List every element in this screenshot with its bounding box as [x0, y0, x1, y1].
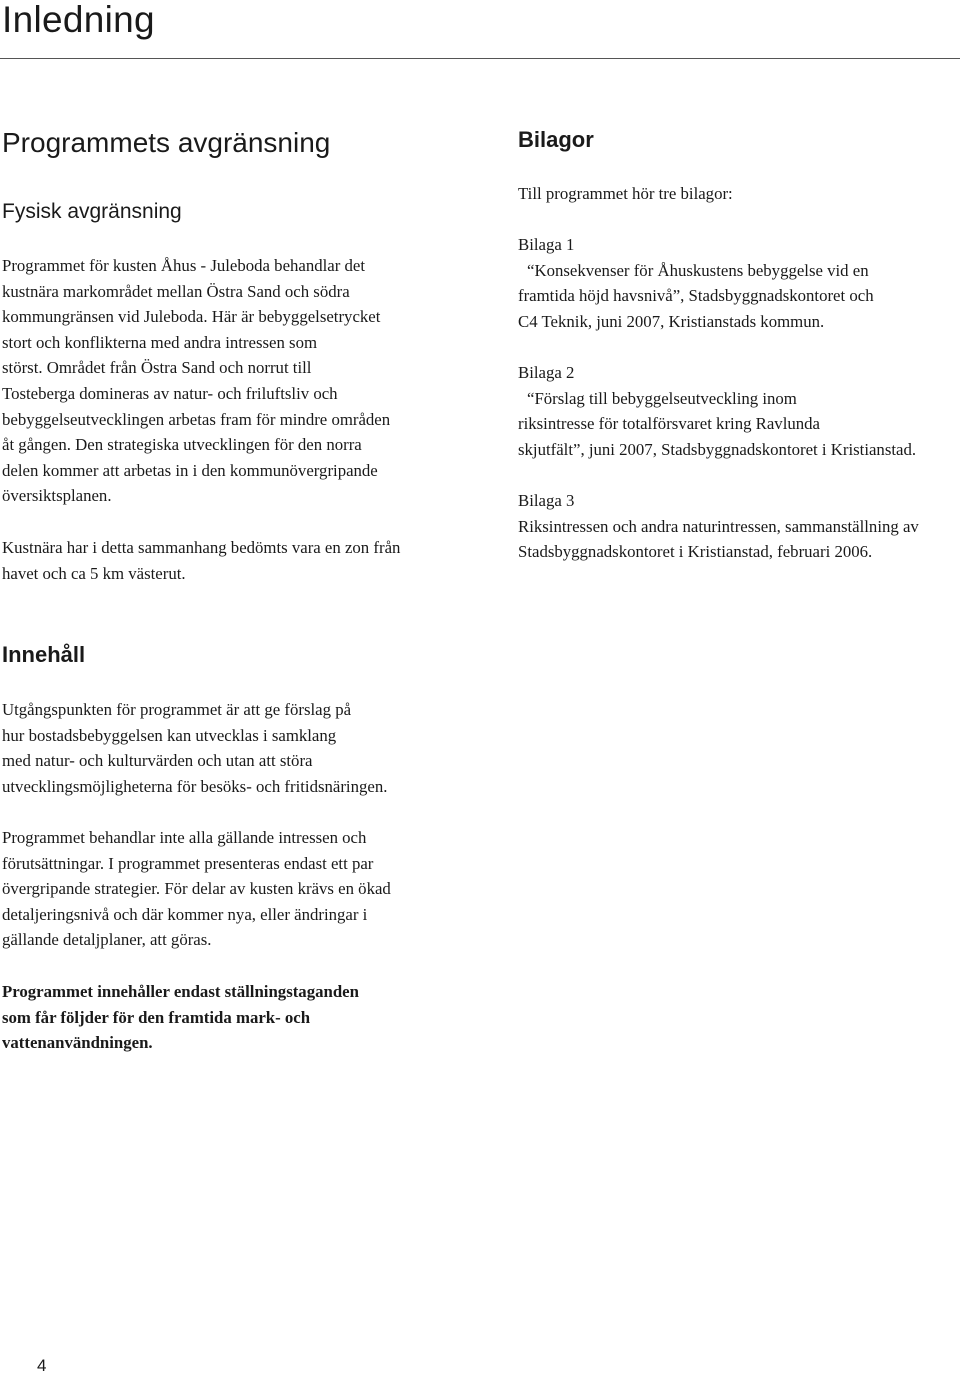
bilagor-intro — [518, 181, 958, 207]
bilaga-3 — [518, 488, 958, 565]
bilaga-line: Stadsbyggnadskontoret i Kristianstad, februari 2006. — [518, 542, 873, 562]
text-line: Programmet behandlar inte alla gällande intressen och — [2, 828, 367, 847]
bilaga-line: “Konsekvenser för Åhuskustens bebyggelse vid en — [527, 260, 869, 280]
text-line: gällande detaljplaner, att göras. — [2, 930, 212, 950]
bilaga-line: Riksintressen och andra naturintressen, sammanställning av — [518, 516, 919, 536]
bilaga-label: Bilaga 1 — [518, 235, 575, 254]
text-line: bebyggelseutvecklingen arbetas fram för mindre områden — [2, 409, 391, 429]
subheading-fysisk-avgransning: Fysisk avgränsning — [2, 200, 182, 223]
text-line: med natur- och kulturvärden och utan att störa — [2, 751, 313, 771]
bold-line: vattenanvändningen. — [2, 1033, 153, 1053]
section-heading-bilagor: Bilagor — [518, 127, 594, 152]
text-line: övergripande strategier. För delar av kusten krävs en ökad — [2, 879, 391, 899]
bilagor-intro-text: Till programmet hör tre bilagor: — [518, 184, 733, 203]
fysisk-paragraph-1 — [2, 253, 462, 509]
innehall-paragraph-2 — [2, 825, 462, 953]
bilaga-line: “Förslag till bebyggelseutveckling inom — [527, 388, 797, 408]
bilaga-line: riksintresse för totalförsvaret kring Ravlunda — [518, 414, 820, 434]
bilaga-2 — [518, 360, 958, 462]
section-heading-innehall: Innehåll — [2, 642, 86, 667]
bilaga-line: skjutfält”, juni 2007, Stadsbyggnadskontoret i Kristianstad. — [518, 439, 917, 459]
bilaga-line: C4 Teknik, juni 2007, Kristianstads kommun. — [518, 311, 825, 331]
title-divider — [0, 58, 960, 59]
innehall-bold-statement — [2, 979, 462, 1056]
text-line: Programmet för kusten Åhus - Juleboda behandlar det — [2, 256, 366, 275]
text-line: utvecklingsmöjligheterna för besöks- och fritidsnäringen. — [2, 776, 388, 796]
text-line: havet och ca 5 km västerut. — [2, 563, 186, 583]
text-line: hur bostadsbebyggelsen kan utvecklas i samklang — [2, 725, 337, 745]
text-line: översiktsplanen. — [2, 486, 112, 506]
fysisk-paragraph-2 — [2, 535, 462, 586]
text-line: detaljeringsnivå och där kommer nya, eller ändringar i — [2, 904, 368, 924]
innehall-paragraph-1 — [2, 697, 462, 799]
text-line: Tosteberga domineras av natur- och friluftsliv och — [2, 383, 338, 403]
bilaga-label: Bilaga 2 — [518, 363, 575, 382]
text-line: Utgångspunkten för programmet är att ge förslag på — [2, 700, 352, 719]
chapter-title: Inledning — [2, 0, 155, 40]
text-line: delen kommer att arbetas in i den kommunövergripande — [2, 460, 378, 480]
section-heading-programmets-avgransning: Programmets avgränsning — [2, 127, 331, 158]
text-line: Kustnära har i detta sammanhang bedömts vara en zon från — [2, 538, 401, 557]
text-line: kommungränsen vid Juleboda. Här är bebyggelsetrycket — [2, 307, 381, 327]
bilaga-line: framtida höjd havsnivå”, Stadsbyggnadskontoret och — [518, 286, 874, 306]
text-line: stort och konflikterna med andra intressen som — [2, 332, 318, 352]
bold-line: Programmet innehåller endast ställningstaganden — [2, 982, 359, 1001]
bilaga-1 — [518, 232, 958, 334]
page-number: 4 — [37, 1356, 47, 1375]
text-line: förutsättningar. I programmet presenteras endast ett par — [2, 853, 374, 873]
text-line: åt gången. Den strategiska utvecklingen för den norra — [2, 435, 362, 455]
bold-line: som får följder för den framtida mark- och — [2, 1007, 311, 1027]
text-line: störst. Området från Östra Sand och norrut till — [2, 358, 312, 378]
bilaga-label: Bilaga 3 — [518, 491, 575, 510]
text-line: kustnära markområdet mellan Östra Sand och södra — [2, 281, 350, 301]
